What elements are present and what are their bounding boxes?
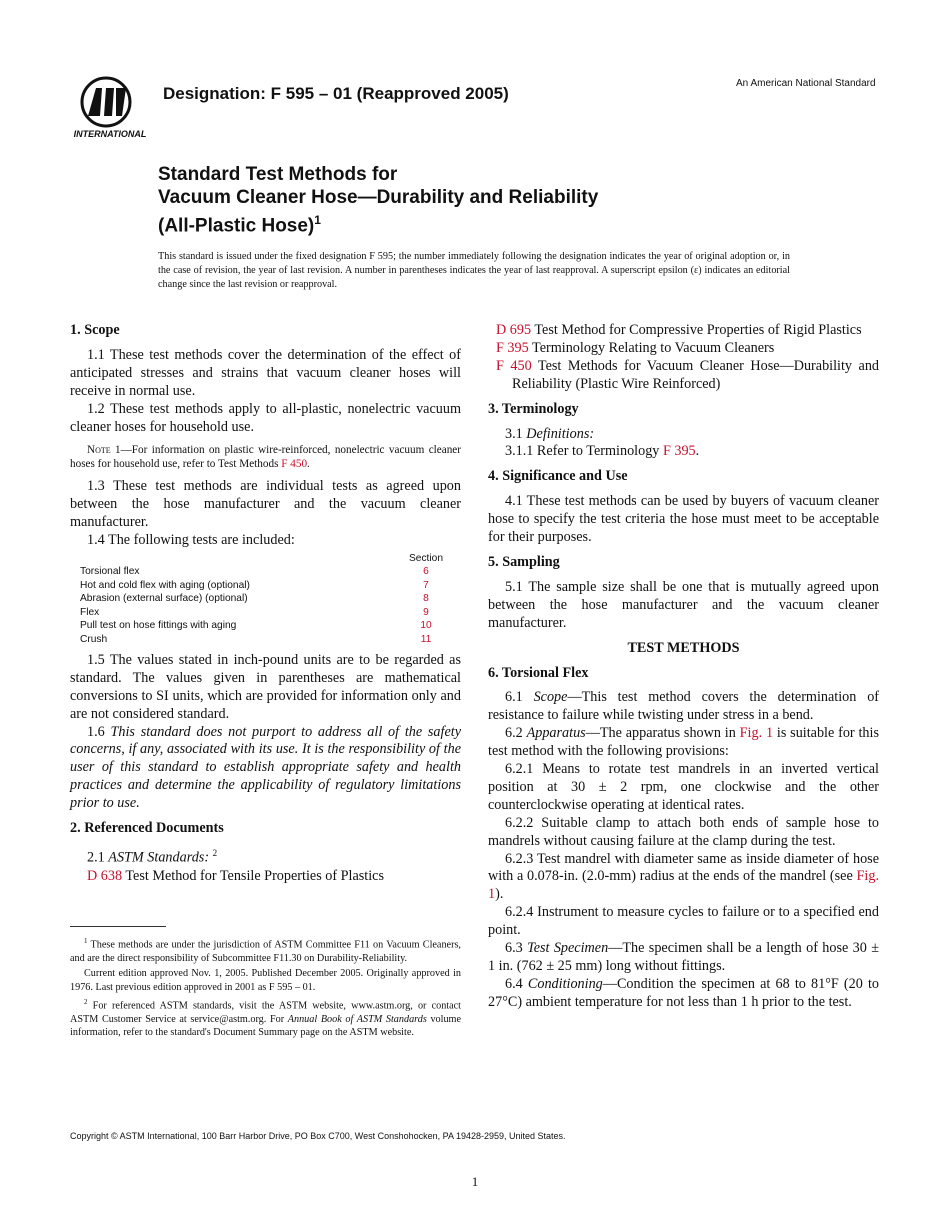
- test-methods-heading: TEST METHODS: [627, 639, 740, 656]
- ref-doc-f450: F 450 Test Methods for Vacuum Cleaner Hose—Durability and Reliability (Plastic Wire Reinforced): [496, 357, 880, 392]
- referenced-documents-heading: 2. Referenced Documents: [70, 820, 224, 837]
- significance-heading: 4. Significance and Use: [488, 468, 628, 485]
- footnote-1: $^1$ These methods are under the jurisdiction of ASTM Committee F11 on Vacuum Cleaners, and are the direct responsibility of Subcommittee F11.30 on Durability-Reliability.: [70, 937, 461, 964]
- section-column-header: Section: [409, 553, 443, 565]
- table-row: Crush 11: [70, 633, 461, 646]
- footnote-divider: [70, 926, 166, 927]
- ref-f450-doc-link[interactable]: F 450: [496, 357, 532, 374]
- ref-doc-f395: F 395 Terminology Relating to Vacuum Cleaners: [496, 339, 775, 356]
- section-link[interactable]: 9: [423, 606, 429, 618]
- para-3-1-1: 3.1.1 Refer to Terminology F 395.: [505, 443, 700, 460]
- designation: Designation: F 595 – 01 (Reapproved 2005): [163, 84, 509, 103]
- ref-doc-d638: D 638 Test Method for Tensile Properties of Plastics: [87, 867, 384, 884]
- para-1-1: 1.1 These test methods cover the determination of the effect of anticipated stresses and strains that vacuum cleaner hoses will receive in normal use.: [70, 346, 461, 399]
- ref-d695-link[interactable]: D 695: [496, 322, 532, 338]
- title-line-1: Standard Test Methods for: [158, 164, 398, 185]
- issuance-notice: This standard is issued under the fixed designation F 595; the number immediately following the designation indicates the year of original adoption or, in the case of revision, the year of last revision. A number in parentheses indicates the year of last reapproval. A superscript epsilon (ε) indicates an editorial change since the last revision or reapproval.: [158, 251, 790, 290]
- para-4-1: 4.1 These test methods can be used by buyers of vacuum cleaner hose to specify the test criteria the hose must meet to be acceptable for their purposes.: [488, 493, 879, 546]
- para-6-2: 6.2 Apparatus—The apparatus shown in Fig. 1 is suitable for this test method with the following provisions:: [488, 725, 879, 760]
- footnote-2: $^2$ For referenced ASTM standards, visit the ASTM website, www.astm.org, or contact ASTM Customer Service at service@astm.org. For Annual Book of ASTM Standards volume information, refer to the standard's Document Summary page on the ASTM website.: [70, 998, 462, 1039]
- table-row: Flex 9: [70, 606, 461, 619]
- table-row: Abrasion (external surface) (optional) 8: [70, 592, 461, 605]
- section-link[interactable]: 8: [423, 593, 429, 605]
- tests-table: [70, 552, 461, 646]
- fig-1-link[interactable]: Fig. 1: [739, 725, 774, 742]
- sampling-heading: 5. Sampling: [488, 553, 560, 570]
- para-3-1: 3.1 Definitions:: [505, 425, 595, 442]
- para-6-2-4: 6.2.4 Instrument to measure cycles to failure or to a specified end point.: [488, 904, 879, 939]
- astm-logo: [70, 74, 150, 140]
- ref-f395-inline-link[interactable]: F 395: [662, 443, 696, 460]
- table-row: Hot and cold flex with aging (optional) 7: [70, 579, 461, 592]
- left-column: [70, 322, 461, 886]
- title-line-3: (All-Plastic Hose)$^1$: [158, 213, 321, 237]
- title-line-2: Vacuum Cleaner Hose—Durability and Reliability: [158, 187, 599, 208]
- ref-f395-link[interactable]: F 395: [496, 339, 529, 356]
- para-1-3: 1.3 These test methods are individual tests as agreed upon between the hose manufacturer and the vacuum cleaner manufacturer.: [70, 478, 461, 531]
- terminology-heading: 3. Terminology: [488, 400, 579, 417]
- svg-text:INTERNATIONAL: INTERNATIONAL: [73, 129, 147, 139]
- note-1: Note 1—For information on plastic wire-reinforced, nonelectric vacuum cleaner hoses for household use, refer to Test Methods F 450.: [70, 444, 461, 471]
- right-column: [488, 322, 879, 1012]
- national-standard-label: An American National Standard: [736, 78, 876, 89]
- section-link[interactable]: 6: [423, 566, 429, 578]
- para-6-2-3: 6.2.3 Test mandrel with diameter same as inside diameter of hose with a 0.078-in. (2.0-mm) radius at the ends of the mandrel (see Fig. 1).: [488, 850, 879, 903]
- ref-doc-d695: D 695 Test Method for Compressive Properties of Rigid Plastics: [496, 322, 862, 338]
- ref-d638-link[interactable]: D 638: [87, 867, 123, 884]
- para-1-4: 1.4 The following tests are included:: [87, 532, 295, 549]
- copyright-notice: Copyright © ASTM International, 100 Barr Harbor Drive, PO Box C700, West Conshohocken, PA 19428-2959, United States.: [70, 1131, 566, 1141]
- para-5-1: 5.1 The sample size shall be one that is mutually agreed upon between the hose manufacturer and the vacuum cleaner manufacturer.: [488, 578, 879, 631]
- section-link[interactable]: 7: [423, 579, 429, 591]
- para-6-3: 6.3 Test Specimen—The specimen shall be a length of hose 30 ± 1 in. (762 ± 25 mm) long without fittings.: [488, 940, 879, 974]
- ref-f450-link[interactable]: F 450: [281, 458, 308, 471]
- scope-heading: 1. Scope: [70, 322, 120, 338]
- title-footnote-mark: 1: [314, 213, 321, 227]
- para-1-2: 1.2 These test methods apply to all-plastic, nonelectric vacuum cleaner hoses for household use.: [70, 400, 461, 435]
- table-row: Torsional flex 6: [70, 565, 461, 578]
- para-6-2-2: 6.2.2 Suitable clamp to attach both ends of sample hose to mandrels without causing failure at the clamp during the test.: [488, 814, 879, 849]
- para-2-1: 2.1 ASTM Standards: $^2$: [87, 847, 218, 866]
- section-link[interactable]: 11: [420, 633, 432, 645]
- para-1-5: 1.5 The values stated in inch-pound units are to be regarded as standard. The values given in parentheses are mathematical conversions to SI units, which are provided for information only and are not considered standard.: [70, 651, 461, 722]
- para-6-4: 6.4 Conditioning—Condition the specimen at 68 to 81°F (20 to 27°C) ambient temperature for not less than 1 h prior to the test.: [488, 975, 880, 1010]
- table-row: Pull test on hose fittings with aging 10: [70, 619, 461, 632]
- footnote-1-edition: Current edition approved Nov. 1, 2005. Published December 2005. Originally approved in 1976. Last previous edition approved in 2001 as F 595 – 01.: [70, 968, 461, 993]
- document-title: [158, 163, 598, 237]
- section-link[interactable]: 10: [420, 620, 432, 632]
- torsional-flex-heading: 6. Torsional Flex: [488, 664, 589, 681]
- footnotes: [70, 935, 461, 1042]
- para-6-2-1: 6.2.1 Means to rotate test mandrels in an inverted vertical position at 30 ± 2 rpm, one clockwise and the other counterclockwise operating at identical rates.: [488, 761, 879, 813]
- para-1-6: 1.6 This standard does not purport to address all of the safety concerns, if any, associated with its use. It is the responsibility of the user of this standard to establish appropriate safety and health practices and determine the applicability of regulatory limitations prior to use.: [70, 723, 461, 812]
- page-number: 1: [471, 1174, 479, 1189]
- fig-1-link-2[interactable]: Fig. 1: [488, 868, 879, 903]
- para-6-1: 6.1 Scope—This test method covers the determination of resistance to failure while twisting under stress in a bend.: [488, 689, 880, 724]
